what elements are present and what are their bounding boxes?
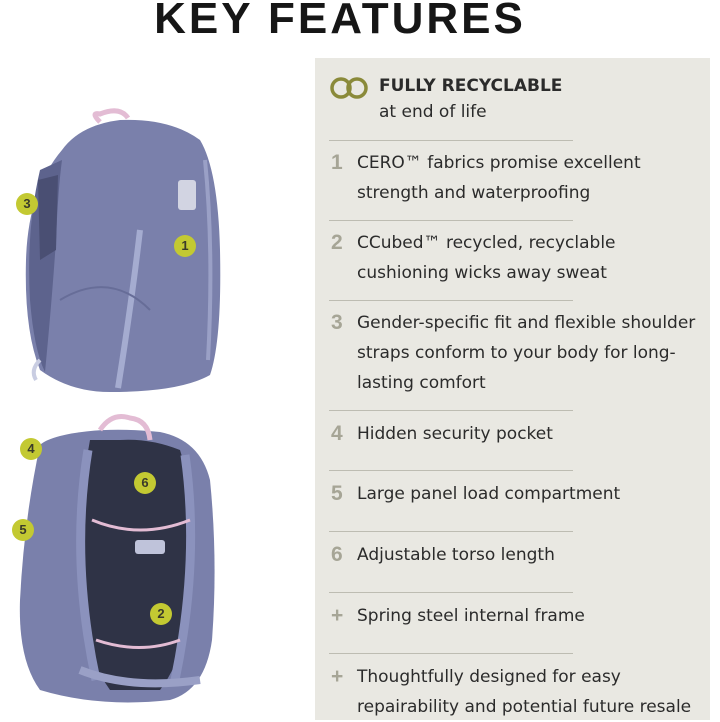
divider bbox=[329, 592, 573, 593]
feature-plus: + bbox=[331, 665, 344, 688]
feature-number: 2 bbox=[331, 231, 343, 254]
recyclable-subheading: at end of life bbox=[379, 102, 487, 122]
callout-6: 6 bbox=[134, 472, 156, 494]
callout-1: 1 bbox=[174, 235, 196, 257]
feature-number: 5 bbox=[331, 482, 343, 505]
feature-text: Adjustable torso length bbox=[357, 545, 555, 565]
divider bbox=[329, 410, 573, 411]
features-panel bbox=[315, 58, 710, 720]
callout-5: 5 bbox=[12, 519, 34, 541]
backpack-back-view bbox=[20, 417, 215, 703]
divider bbox=[329, 531, 573, 532]
feature-number: 6 bbox=[331, 543, 343, 566]
feature-text: CERO™ fabrics promise excellent strength and waterproofing bbox=[357, 153, 641, 203]
feature-number: 1 bbox=[331, 151, 343, 174]
feature-text: CCubed™ recycled, recyclable cushioning wicks away sweat bbox=[357, 233, 616, 283]
divider bbox=[329, 653, 573, 654]
feature-text: Large panel load compartment bbox=[357, 484, 621, 504]
feature-text: Spring steel internal frame bbox=[357, 606, 585, 626]
callout-4: 4 bbox=[20, 438, 42, 460]
callout-3: 3 bbox=[16, 193, 38, 215]
recyclable-heading: FULLY RECYCLABLE bbox=[379, 76, 563, 96]
divider bbox=[329, 300, 573, 301]
recycle-loop-icon bbox=[329, 76, 369, 100]
feature-number: 4 bbox=[331, 422, 343, 445]
feature-text: Hidden security pocket bbox=[357, 424, 553, 444]
callout-2: 2 bbox=[150, 603, 172, 625]
divider bbox=[329, 220, 573, 221]
divider bbox=[329, 470, 573, 471]
divider bbox=[329, 140, 573, 141]
feature-number: 3 bbox=[331, 311, 343, 334]
feature-plus: + bbox=[331, 604, 344, 627]
feature-text: Gender-specific fit and flexible shoulder straps conform to your body for long-lasting comfort bbox=[357, 313, 696, 393]
feature-text: Thoughtfully designed for easy repairability and potential future resale bbox=[357, 667, 692, 717]
page-title: KEY FEATURES bbox=[154, 0, 526, 43]
